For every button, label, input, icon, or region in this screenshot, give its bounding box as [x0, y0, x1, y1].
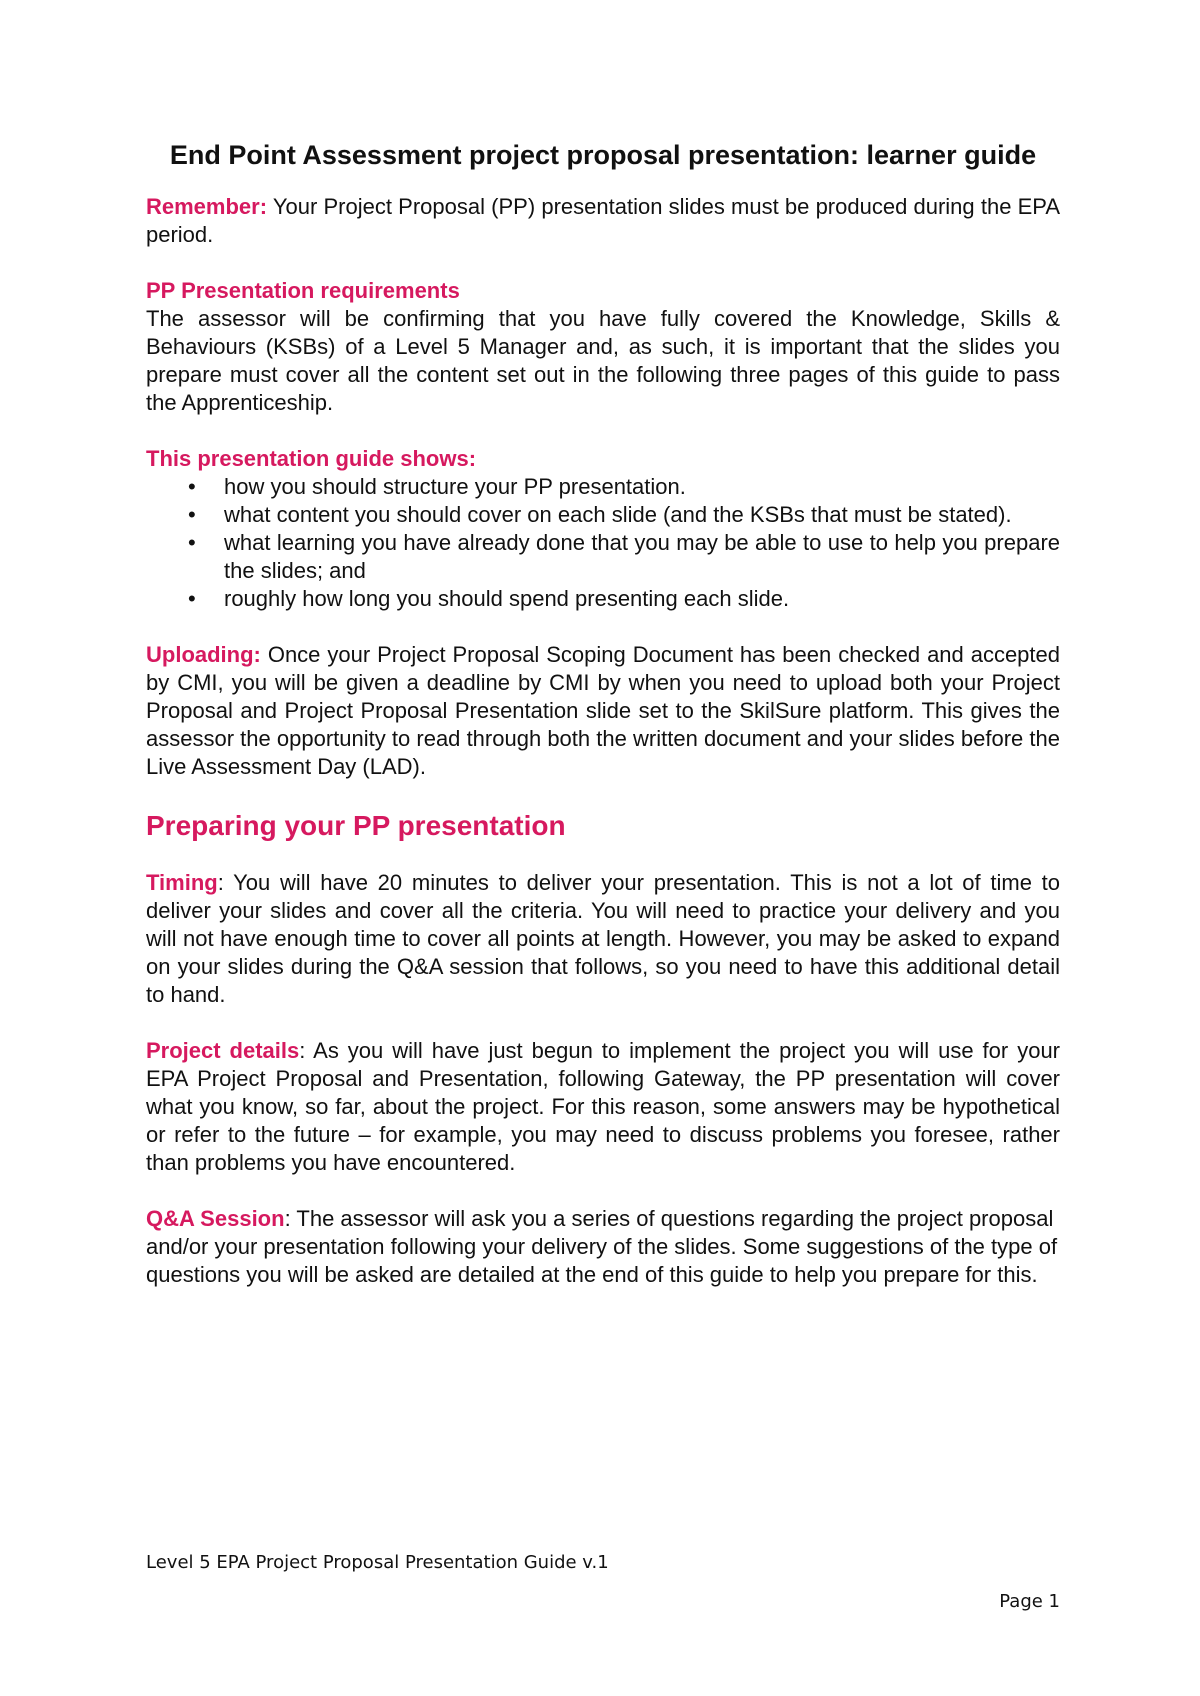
list-item: • what content you should cover on each slide (and the KSBs that must be stated).	[188, 502, 1012, 527]
guide-heading: This presentation guide shows:	[146, 446, 477, 471]
requirements-heading: PP Presentation requirements	[146, 278, 460, 303]
remember-text: Your Project Proposal (PP) presentation slides must be produced during the EPA period.	[146, 194, 1061, 247]
page-number: Page 1	[999, 1591, 1060, 1612]
uploading-paragraph	[146, 641, 1060, 781]
page-content	[146, 140, 1060, 1317]
bullet-icon: •	[188, 586, 196, 611]
bullet-icon: •	[188, 474, 196, 499]
page-title: End Point Assessment project proposal presentation: learner guide	[169, 140, 1037, 170]
qa-paragraph	[146, 1205, 1060, 1289]
bullet-icon: •	[188, 502, 196, 527]
list-item: • what learning you have already done that you may be able to use to help you prepare the slides; and	[188, 530, 1060, 583]
timing-label: Timing	[146, 870, 218, 895]
qa-text: : The assessor will ask you a series of questions regarding the project proposal and/or your presentation following your delivery of the slides. Some suggestions of the type of questions you will be asked are detailed at the end of this guide to help you prepare for this.	[146, 1206, 1058, 1287]
project-details-text: : As you will have just begun to implement the project you will use for your EPA Project Proposal and Presentation, following Gateway, the PP presentation will cover what you know, so far, about the project. For this reason, some answers may be hypothetical or refer to the future – for example, you may need to discuss problems you foresee, rather than problems you have encountered.	[146, 1038, 1061, 1175]
uploading-text: Once your Project Proposal Scoping Document has been checked and accepted by CMI, you will be given a deadline by CMI by when you need to upload both your Project Proposal and Project Proposal Presentation slide set to the SkilSure platform. This gives the assessor the opportunity to read through both the written document and your slides before the Live Assessment Day (LAD).	[146, 642, 1061, 779]
guide-bullet-list	[146, 473, 1060, 613]
page-footer	[146, 1552, 1060, 1612]
list-item: • how you should structure your PP presentation.	[188, 474, 686, 499]
list-item: • roughly how long you should spend presenting each slide.	[188, 586, 790, 611]
timing-text: : You will have 20 minutes to deliver your presentation. This is not a lot of time to deliver your slides and cover all the criteria. You will need to practice your delivery and you will not have enough time to cover all points at length. However, you may be asked to expand on your slides during the Q&A session that follows, so you need to have this additional detail to hand.	[146, 870, 1060, 1007]
project-details-label: Project details	[146, 1038, 300, 1063]
remember-label: Remember:	[146, 194, 268, 219]
bullet-icon: •	[188, 530, 196, 555]
uploading-label: Uploading:	[146, 642, 261, 667]
timing-paragraph	[146, 869, 1060, 1009]
section-heading: Preparing your PP presentation	[146, 810, 566, 841]
footer-doc-title: Level 5 EPA Project Proposal Presentation Guide v.1	[146, 1552, 609, 1573]
project-details-paragraph	[146, 1037, 1060, 1177]
remember-paragraph	[146, 193, 1060, 249]
requirements-text: The assessor will be confirming that you have fully covered the Knowledge, Skills & Behaviours (KSBs) of a Level 5 Manager and, as such, it is important that the slides you prepare must cover all the content set out in the following three pages of this guide to pass the Apprenticeship.	[146, 306, 1060, 415]
qa-label: Q&A Session	[146, 1206, 285, 1231]
